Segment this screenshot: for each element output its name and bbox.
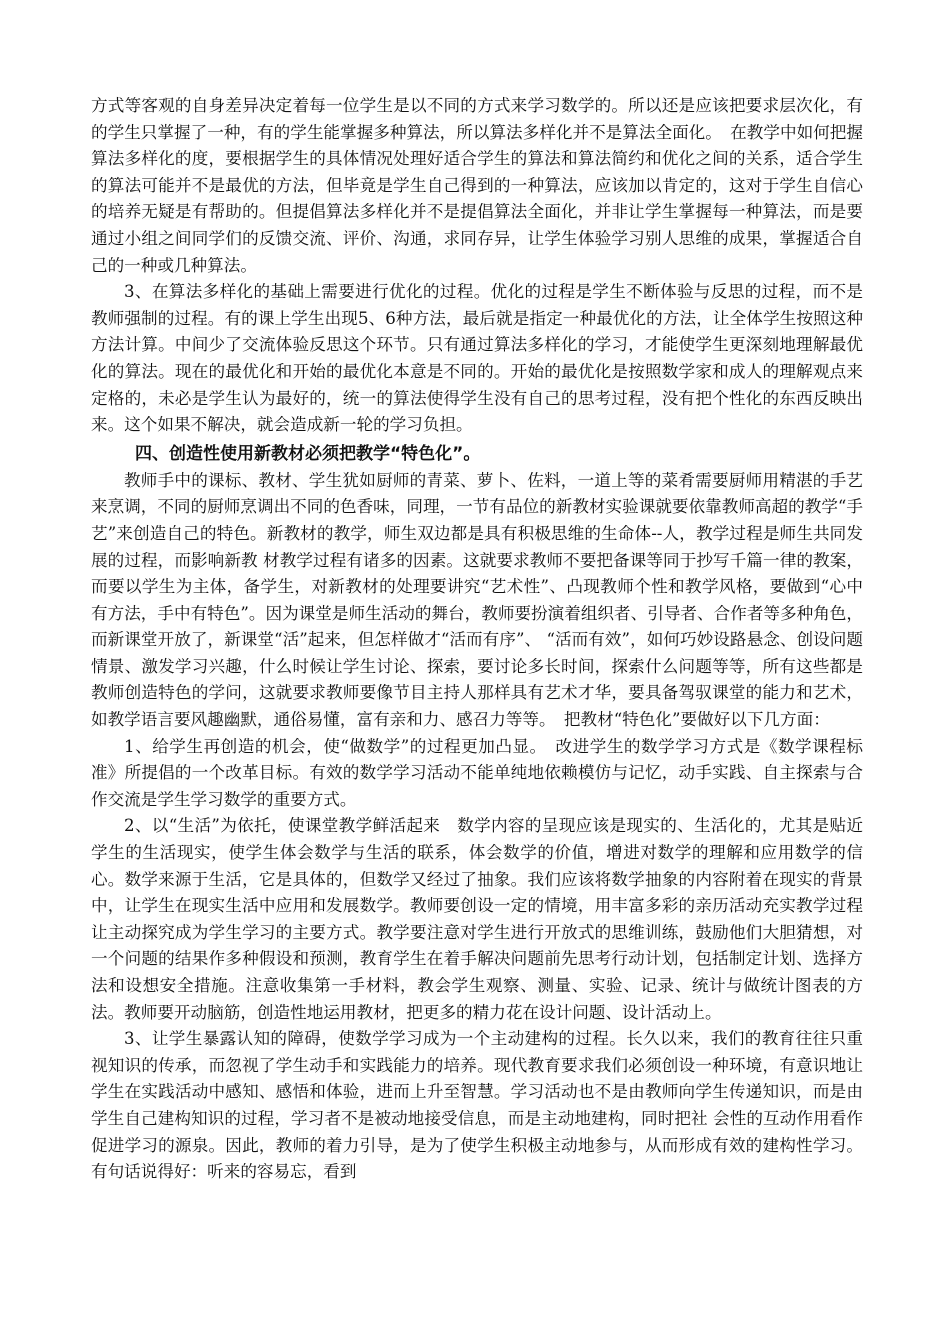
paragraph-algorithm-optimization: 3、在算法多样化的基础上需要进行优化的过程。优化的过程是学生不断体验与反思的过程，而不是教师强制的过程。有的课上学生出现5、6种方法，最后就是指定一种最优化的方法，让全体学生按照这种方法计算。中间少了交流体验反思这个环节。只有通过算法多样化的学习，才能使学生更深刻地理解最优化的算法。现在的最优化和开始的最优化本意是不同的。开始的最优化是按照数学家和成人的理解观点来定格的，未必是学生认为最好的，统一的算法使得学生没有自己的思考过程，没有把个性化的东西反映出来。这个如果不解决，就会造成新一轮的学习负担。 <box>91 282 863 435</box>
paragraph-item-one: 1、给学生再创造的机会，使“做数学”的过程更加凸显。 改进学生的数学学习方式是《数学课程标准》所提倡的一个改革目标。有效的数学学习活动不能单纯地依赖模仿与记忆，动手实践、自主探索与合作交流是学生学习数学的重要方式。 <box>91 736 863 809</box>
paragraph-continuation: 方式等客观的自身差异决定着每一位学生是以不同的方式来学习数学的。所以还是应该把要求层次化，有的学生只掌握了一种，有的学生能掌握多种算法，所以算法多样化并不是算法全面化。 在教学中如何把握算法多样化的度，要根据学生的具体情况处理好适合学生的算法和算法简约和优化之间的关系，适合学生的算法可能并不是最优的方法，但毕竟是学生自己得到的一种算法，应该加以肯定的，这对于学生自信心的培养无疑是有帮助的。但提倡算法多样化并不是提倡算法全面化，并非让学生掌握每一种算法，而是要通过小组之间同学们的反馈交流、评价、沟通，求同存异，让学生体验学习别人思维的成果，掌握适合自己的一种或几种算法。 <box>91 96 863 275</box>
paragraph-item-two: 2、以“生活”为依托，使课堂教学鲜活起来 数学内容的呈现应该是现实的、生活化的，尤其是贴近学生的生活现实，使学生体会数学与生活的联系，体会数学的价值，增进对数学的理解和应用数学的信心。数学来源于生活，它是具体的，但数学又经过了抽象。我们应该将数学抽象的内容附着在现实的背景中，让学生在现实生活中应用和发展数学。教师要创设一定的情境，用丰富多彩的亲历活动充实教学过程让主动探究成为学生学习的主要方式。教学要注意对学生进行开放式的思维训练，鼓励他们大胆猜想，对一个问题的结果作多种假设和预测，教育学生在着手解决问题前先思考行动计划，包括制定计划、选择方法和设想安全措施。注意收集第一手材料，教会学生观察、测量、实验、记录、统计与做统计图表的方法。教师要开动脑筋，创造性地运用教材，把更多的精力花在设计问题、设计活动上。 <box>91 816 863 1022</box>
section-heading-four: 四、创造性使用新教材必须把教学“特色化”。 <box>135 443 481 464</box>
paragraph-item-three: 3、让学生暴露认知的障碍，使数学学习成为一个主动建构的过程。长久以来，我们的教育往往只重视知识的传承，而忽视了学生动手和实践能力的培养。现代教育要求我们必须创设一种环境，有意识地让学生在实践活动中感知、感悟和体验，进而上升至智慧。学习活动也不是由教师向学生传递知识，而是由学生自己建构知识的过程，学习者不是被动地接受信息，而是主动地建构，同时把社 会性的互动作用看作促进学习的源泉。因此，教师的着力引导，是为了使学生积极主动地参与，从而形成有效的建构性学习。有句话说得好：听来的容易忘，看到 <box>91 1029 863 1182</box>
paragraph-teaching-characteristics: 教师手中的课标、教材、学生犹如厨师的青菜、萝卜、佐料，一道上等的菜肴需要厨师用精湛的手艺来烹调，不同的厨师烹调出不同的色香味，同理，一节有品位的新教材实验课就要依靠教师高超的教学“手艺”来创造自己的特色。新教材的教学，师生双边都是具有积极思维的生命体--人，教学过程是师生共同发展的过程，而影响新教 材教学过程有诸多的因素。这就要求教师不要把备课等同于抄写千篇一律的教案，而要以学生为主体，备学生，对新教材的处理要讲究“艺术性”、凸现教师个性和教学风格，要做到“心中有方法，手中有特色”。因为课堂是师生活动的舞台，教师要扮演着组织者、引导者、合作者等多种角色，而新课堂开放了，新课堂“活”起来，但怎样做才“活而有序”、 “活而有效”，如何巧妙设路悬念、创设问题情景、激发学习兴趣，什么时候让学生讨论、探索，要讨论多长时间，探索什么问题等等，所有这些都是教师创造特色的学问，这就要求教师要像节目主持人那样具有艺术才华，要具备驾驭课堂的能力和艺术，如教学语言要风趣幽默，通俗易懂，富有亲和力、感召力等等。 把教材“特色化”要做好以下几方面： <box>91 470 863 730</box>
document-page <box>91 93 863 1186</box>
